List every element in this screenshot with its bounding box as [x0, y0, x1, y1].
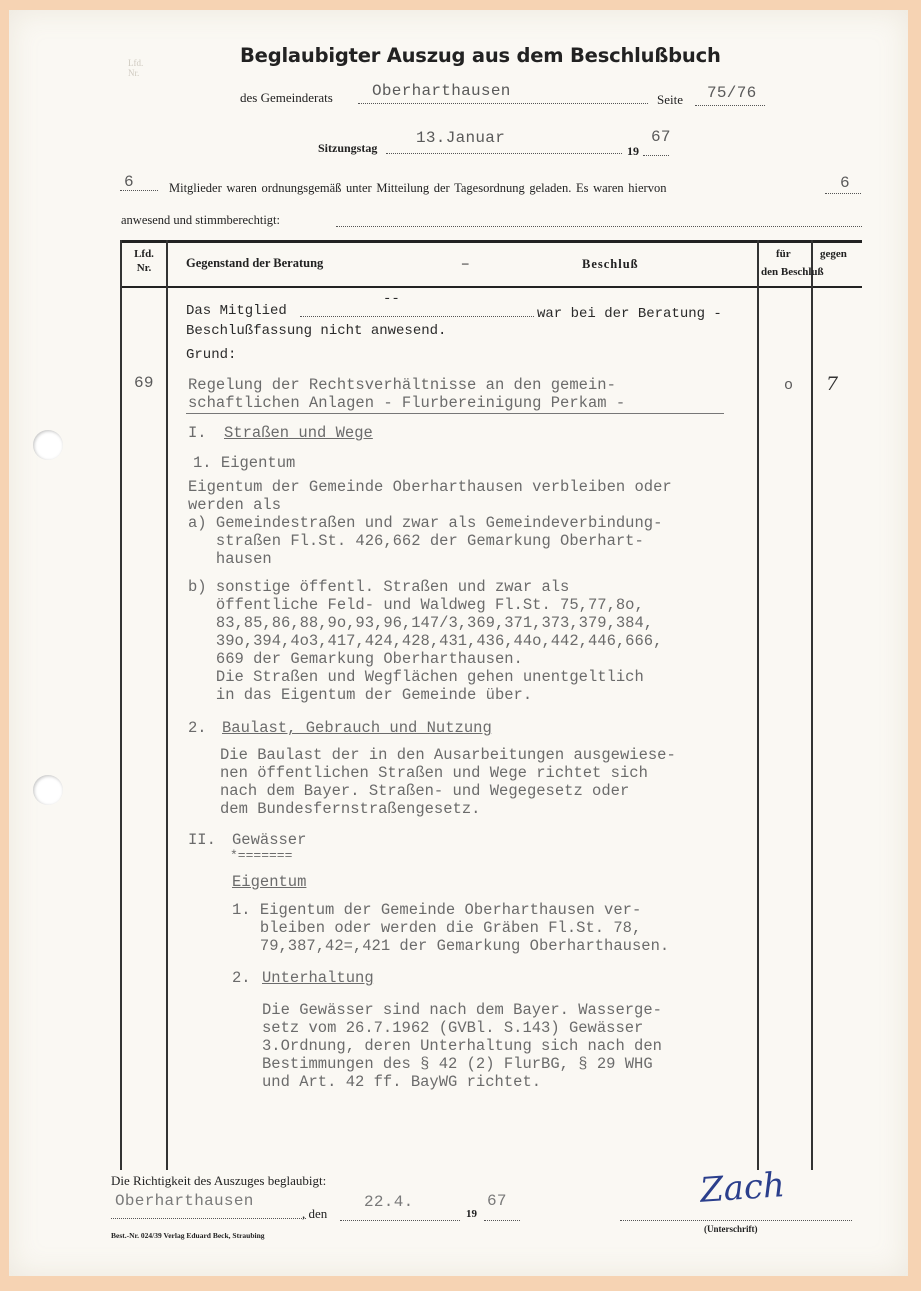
footer-place: Oberharthausen [115, 1192, 254, 1210]
present-label: anwesend und stimmberechtigt: [121, 213, 280, 227]
signature-label: (Unterschrift) [704, 1224, 758, 1234]
unterhaltung-line-1: Die Gewässer sind nach dem Bayer. Wasserge- [262, 1001, 662, 1019]
signature-dotline [620, 1220, 852, 1221]
members-text: Mitglieder waren ordnungsgemäß unter Mitteilung der Tagesordnung geladen. Es waren hiervon [169, 181, 667, 195]
header-subject: Gegenstand der Beratung [186, 256, 324, 270]
para-line-1: Eigentum der Gemeinde Oberharthausen verbleiben oder [188, 478, 672, 496]
section-1-2-number: 2. [188, 719, 207, 737]
session-year-suffix: 67 [651, 128, 671, 146]
table-votes-divider [757, 240, 759, 1170]
footer-year-prefix: 19 [466, 1208, 477, 1220]
section-2-rule: *======= [230, 848, 293, 863]
absence-member-value: -- [383, 291, 400, 307]
unterhaltung-line-2: setz vom 26.7.1962 (GVBl. S.143) Gewässer [262, 1019, 644, 1037]
footer-den: , den [302, 1206, 328, 1221]
gewaesser-item-2-number: 2. [232, 969, 251, 987]
document-title: Beglaubigter Auszug aus dem Beschlußbuch [240, 44, 721, 67]
item-b-line-4: 39o,394,4o3,417,424,428,431,436,44o,442,446,666, [188, 632, 663, 650]
subject-underline [186, 413, 724, 414]
footer-year-suffix: 67 [487, 1192, 507, 1210]
table-votes-mid-divider [811, 240, 813, 1170]
section-1-1: 1. Eigentum [193, 454, 296, 472]
baulast-line-1: Die Baulast der in den Ausarbeitungen ausgewiese- [220, 746, 676, 764]
item-b-line-5: 669 der Gemarkung Oberharthausen. [188, 650, 523, 668]
footer-date: 22.4. [364, 1193, 414, 1211]
item-b-line-1: b) sonstige öffentl. Straßen und zwar als [188, 578, 570, 596]
bleed-through-text: Lfd. Nr. [128, 58, 144, 78]
item-b-line-2: öffentliche Feld- und Waldweg Fl.St. 75,77,8o, [188, 596, 644, 614]
table-nr-divider [166, 240, 168, 1170]
item-a-line-1: a) Gemeindestraßen und zwar als Gemeindeverbindung- [188, 514, 663, 532]
section-2-title: Gewässer [232, 831, 307, 849]
session-label: Sitzungstag [318, 141, 378, 155]
council-dotline [358, 103, 648, 104]
absence-label-a: Das Mitglied [186, 303, 287, 319]
session-dotline [386, 153, 622, 154]
section-1-number: I. [188, 424, 207, 442]
publisher-imprint: Best.-Nr. 024/39 Verlag Eduard Beck, Straubing [111, 1231, 265, 1240]
handwritten-signature: Zach [698, 1165, 787, 1211]
council-value: Oberharthausen [372, 82, 511, 100]
votes-against: 7 [826, 373, 839, 395]
footer-year-dotline [484, 1220, 520, 1221]
item-a-line-2: straßen Fl.St. 426,662 der Gemarkung Oberhart- [188, 532, 644, 550]
table-top-rule [120, 240, 862, 243]
council-label: des Gemeinderats [240, 90, 333, 105]
absence-label-b: war bei der Beratung - [537, 306, 722, 322]
header-the-decision: den Beschluß [761, 266, 824, 278]
absence-line2: Beschlußfassung nicht anwesend. [186, 323, 447, 339]
section-1-2-title: Baulast, Gebrauch und Nutzung [222, 719, 492, 737]
votes-for: o [784, 377, 794, 394]
subject-line-2: schaftlichen Anlagen - Flurbereinigung Perkam - [188, 394, 626, 412]
section-2-number: II. [188, 831, 216, 849]
section-2-subtitle: Eigentum [232, 873, 307, 891]
header-dash: – [462, 255, 469, 270]
header-decision: Beschluß [582, 257, 639, 271]
punch-hole-top [33, 430, 63, 460]
punch-hole-bottom [33, 775, 63, 805]
gewaesser-item-1-line-3: 79,387,42=,421 der Gemarkung Oberharthausen. [232, 937, 670, 955]
year-dotline [643, 155, 669, 156]
present-count: 6 [840, 174, 850, 192]
unterhaltung-line-4: Bestimmungen des § 42 (2) FlurBG, § 29 WHG [262, 1055, 653, 1073]
baulast-line-3: nach dem Bayer. Straßen- und Wegegesetz oder [220, 782, 630, 800]
header-nr: Lfd. Nr. [134, 248, 154, 274]
table-left-border [120, 240, 122, 1170]
baulast-line-4: dem Bundesfernstraßengesetz. [220, 800, 481, 818]
page-value: 75/76 [707, 84, 757, 102]
header-for: für [776, 248, 791, 260]
item-b-line-3: 83,85,86,88,9o,93,96,147/3,369,371,373,379,384, [188, 614, 654, 632]
table-header-rule [120, 286, 862, 288]
absence-reason: Grund: [186, 347, 237, 363]
baulast-line-2: nen öffentlichen Straßen und Wege richtet sich [220, 764, 648, 782]
date-dotline [340, 1220, 460, 1221]
place-dotline [111, 1218, 306, 1219]
certify-label: Die Richtigkeit des Auszuges beglaubigt: [111, 1173, 327, 1188]
page-dotline [695, 105, 765, 106]
header-against: gegen [820, 248, 847, 260]
item-a-line-3: hausen [188, 550, 272, 568]
item-b-line-7: in das Eigentum der Gemeinde über. [188, 686, 533, 704]
section-1-title: Straßen und Wege [224, 424, 373, 442]
invited-count: 6 [124, 173, 134, 191]
session-date: 13.Januar [416, 129, 506, 147]
subject-line-1: Regelung der Rechtsverhältnisse an den gemein- [188, 376, 616, 394]
present-names-dotline [336, 226, 862, 227]
unterhaltung-line-3: 3.Ordnung, deren Unterhaltung sich nach den [262, 1037, 662, 1055]
absence-dotline [300, 316, 534, 317]
session-year-prefix: 19 [627, 144, 639, 158]
item-b-line-6: Die Straßen und Wegflächen gehen unentgeltlich [188, 668, 644, 686]
entry-number: 69 [134, 374, 154, 392]
gewaesser-item-2-title: Unterhaltung [262, 969, 374, 987]
para-line-2: werden als [188, 496, 282, 514]
page-label: Seite [657, 92, 683, 107]
gewaesser-item-1-line-1: 1. Eigentum der Gemeinde Oberharthausen ver- [232, 901, 642, 919]
present-dotline [825, 193, 861, 194]
gewaesser-item-1-line-2: bleiben oder werden die Gräben Fl.St. 78, [232, 919, 642, 937]
unterhaltung-line-5: und Art. 42 ff. BayWG richtet. [262, 1073, 542, 1091]
